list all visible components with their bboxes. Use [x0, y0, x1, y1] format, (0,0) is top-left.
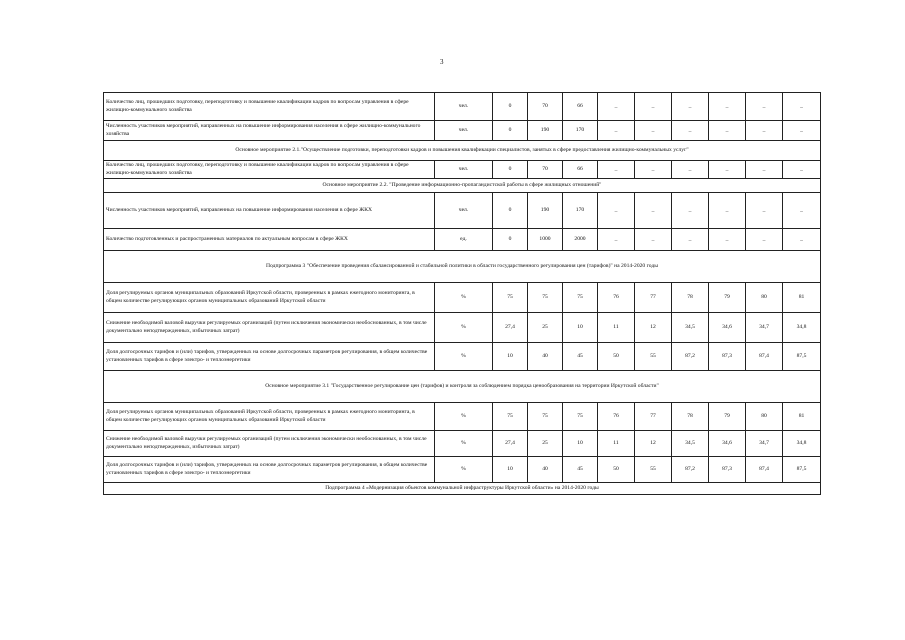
- value-cell: _: [635, 93, 672, 121]
- indicators-table: [103, 92, 821, 495]
- value-cell: 34,7: [746, 431, 783, 457]
- value-cell: 79: [709, 283, 746, 313]
- table-row: [104, 193, 821, 229]
- value-cell: _: [783, 93, 821, 121]
- value-cell: 0: [493, 193, 528, 229]
- value-cell: 10: [563, 431, 598, 457]
- section-header: Основное мероприятие 2.2. "Проведение информационно-пропагандистской работы в сфере жилищных отношений": [104, 179, 821, 193]
- value-cell: 34,8: [783, 313, 821, 343]
- value-cell: _: [635, 193, 672, 229]
- value-cell: _: [783, 229, 821, 251]
- value-cell: _: [598, 161, 635, 179]
- value-cell: 87,5: [783, 343, 821, 371]
- value-cell: 78: [672, 283, 709, 313]
- value-cell: 40: [528, 457, 563, 483]
- value-cell: 78: [672, 403, 709, 431]
- table-row: [104, 403, 821, 431]
- value-cell: _: [672, 93, 709, 121]
- value-cell: _: [672, 229, 709, 251]
- value-cell: _: [598, 193, 635, 229]
- section-header: Подпрограмма 4 «Модернизация объектов коммунальной инфраструктуры Иркутской области» на 2014-2020 годы: [104, 483, 821, 495]
- value-cell: 27,4: [493, 313, 528, 343]
- value-cell: 34,6: [709, 313, 746, 343]
- value-cell: _: [746, 229, 783, 251]
- value-cell: 190: [528, 193, 563, 229]
- value-cell: _: [709, 121, 746, 141]
- value-cell: 77: [635, 283, 672, 313]
- unit-cell: чел.: [435, 161, 493, 179]
- section-header-row: [104, 179, 821, 193]
- value-cell: _: [598, 121, 635, 141]
- value-cell: 76: [598, 283, 635, 313]
- value-cell: 76: [598, 403, 635, 431]
- indicator-name: Численность участников мероприятий, направленных на повышение информирования населения в сфере ЖКХ: [104, 193, 435, 229]
- value-cell: 80: [746, 283, 783, 313]
- value-cell: 34,5: [672, 431, 709, 457]
- table-row: [104, 161, 821, 179]
- unit-cell: %: [435, 403, 493, 431]
- value-cell: _: [672, 161, 709, 179]
- value-cell: 11: [598, 431, 635, 457]
- value-cell: 75: [493, 403, 528, 431]
- value-cell: 87,2: [672, 343, 709, 371]
- value-cell: 34,6: [709, 431, 746, 457]
- value-cell: 40: [528, 343, 563, 371]
- value-cell: 87,4: [746, 457, 783, 483]
- unit-cell: %: [435, 457, 493, 483]
- value-cell: _: [783, 121, 821, 141]
- unit-cell: ед.: [435, 229, 493, 251]
- indicator-name: Доля регулируемых органов муниципальных образований Иркутской области, проверенных в рамках ежегодного мониторинга, в общем количестве регулирующих органов муниципальных образований Иркутской области: [104, 403, 435, 431]
- value-cell: 66: [563, 161, 598, 179]
- value-cell: 34,7: [746, 313, 783, 343]
- value-cell: _: [783, 193, 821, 229]
- section-header-row: [104, 141, 821, 161]
- value-cell: _: [635, 161, 672, 179]
- value-cell: 10: [493, 343, 528, 371]
- value-cell: 34,8: [783, 431, 821, 457]
- unit-cell: чел.: [435, 93, 493, 121]
- table-row: [104, 313, 821, 343]
- value-cell: 75: [563, 403, 598, 431]
- indicator-name: Количество лиц, прошедших подготовку, переподготовку и повышение квалификации кадров по вопросам управления в сфере жилищно-коммунального хозяйства: [104, 161, 435, 179]
- table-row: [104, 457, 821, 483]
- value-cell: 75: [563, 283, 598, 313]
- section-header-row: [104, 483, 821, 495]
- value-cell: _: [746, 121, 783, 141]
- indicator-name: Количество подготовленных и распространенных материалов по актуальным вопросам в сфере ЖКХ: [104, 229, 435, 251]
- value-cell: _: [746, 193, 783, 229]
- value-cell: 75: [493, 283, 528, 313]
- value-cell: _: [598, 93, 635, 121]
- value-cell: _: [672, 121, 709, 141]
- value-cell: 70: [528, 93, 563, 121]
- indicator-name: Доля долгосрочных тарифов и (или) тарифов, утвержденных на основе долгосрочных параметров регулирования, в общем количестве установленных тарифов в сфере электро- и теплоэнергетики: [104, 343, 435, 371]
- value-cell: 25: [528, 431, 563, 457]
- table-row: [104, 431, 821, 457]
- value-cell: 0: [493, 229, 528, 251]
- value-cell: 87,2: [672, 457, 709, 483]
- indicator-name: Доля регулируемых органов муниципальных образований Иркутской области, проверенных в рамках ежегодного мониторинга, в общем количестве регулирующих органов муниципальных образований Иркутской области: [104, 283, 435, 313]
- unit-cell: чел.: [435, 193, 493, 229]
- value-cell: 87,3: [709, 343, 746, 371]
- value-cell: 1000: [528, 229, 563, 251]
- indicator-name: Доля долгосрочных тарифов и (или) тарифов, утвержденных на основе долгосрочных параметров регулирования, в общем количестве установленных тарифов в сфере электро- и теплоэнергетики: [104, 457, 435, 483]
- value-cell: 12: [635, 313, 672, 343]
- indicator-name: Количество лиц, прошедших подготовку, переподготовку и повышение квалификации кадров по вопросам управления в сфере жилищно-коммунального хозяйства: [104, 93, 435, 121]
- value-cell: 55: [635, 457, 672, 483]
- value-cell: 0: [493, 121, 528, 141]
- value-cell: 77: [635, 403, 672, 431]
- value-cell: 2000: [563, 229, 598, 251]
- table-row: [104, 343, 821, 371]
- value-cell: _: [783, 161, 821, 179]
- value-cell: 0: [493, 93, 528, 121]
- value-cell: 190: [528, 121, 563, 141]
- value-cell: 87,3: [709, 457, 746, 483]
- section-header: Подпрограмма 3 "Обеспечение проведения сбалансированной и стабильной политики в области государственного регулирования цен (тарифов)" на 2014-2020 годы: [104, 251, 821, 283]
- value-cell: _: [709, 161, 746, 179]
- value-cell: 75: [528, 283, 563, 313]
- unit-cell: %: [435, 283, 493, 313]
- value-cell: 50: [598, 343, 635, 371]
- section-header-row: [104, 251, 821, 283]
- value-cell: 45: [563, 457, 598, 483]
- table-row: [104, 229, 821, 251]
- value-cell: 80: [746, 403, 783, 431]
- value-cell: _: [635, 121, 672, 141]
- value-cell: 75: [528, 403, 563, 431]
- value-cell: 79: [709, 403, 746, 431]
- value-cell: _: [709, 229, 746, 251]
- value-cell: 10: [563, 313, 598, 343]
- value-cell: 87,4: [746, 343, 783, 371]
- unit-cell: %: [435, 431, 493, 457]
- section-header-row: [104, 371, 821, 403]
- indicator-name: Снижение необходимой валовой выручки регулируемых организаций (путем исключения экономически необоснованных, в том числе документально неподтвержденных, избыточных затрат): [104, 313, 435, 343]
- value-cell: 55: [635, 343, 672, 371]
- value-cell: 25: [528, 313, 563, 343]
- page-number: 3: [440, 58, 444, 66]
- value-cell: 70: [528, 161, 563, 179]
- value-cell: 45: [563, 343, 598, 371]
- value-cell: 34,5: [672, 313, 709, 343]
- section-header: Основное мероприятие 2.1."Осуществление подготовки, переподготовки кадров и повышения квалификации специалистов, занятых в сфере предоставления жилищно-коммунальных услуг": [104, 141, 821, 161]
- value-cell: 10: [493, 457, 528, 483]
- value-cell: 170: [563, 121, 598, 141]
- value-cell: 81: [783, 403, 821, 431]
- value-cell: 27,4: [493, 431, 528, 457]
- value-cell: 0: [493, 161, 528, 179]
- table-row: [104, 121, 821, 141]
- value-cell: _: [672, 193, 709, 229]
- indicator-name: Численность участников мероприятий, направленных на повышение информирования населения в сфере жилищно-коммунального хозяйства: [104, 121, 435, 141]
- value-cell: 66: [563, 93, 598, 121]
- value-cell: _: [746, 161, 783, 179]
- indicator-name: Снижение необходимой валовой выручки регулируемых организаций (путем исключения экономически необоснованных, в том числе документально неподтвержденных, избыточных затрат): [104, 431, 435, 457]
- value-cell: 12: [635, 431, 672, 457]
- value-cell: 81: [783, 283, 821, 313]
- unit-cell: %: [435, 313, 493, 343]
- value-cell: _: [635, 229, 672, 251]
- table-row: [104, 93, 821, 121]
- table-row: [104, 283, 821, 313]
- value-cell: 87,5: [783, 457, 821, 483]
- value-cell: 11: [598, 313, 635, 343]
- section-header: Основное мероприятие 3.1 "Государственное регулирование цен (тарифов) и контроля за соблюдением порядка ценообразования на территории Иркутской области": [104, 371, 821, 403]
- value-cell: _: [709, 93, 746, 121]
- value-cell: 170: [563, 193, 598, 229]
- value-cell: 50: [598, 457, 635, 483]
- unit-cell: %: [435, 343, 493, 371]
- unit-cell: чел.: [435, 121, 493, 141]
- value-cell: _: [598, 229, 635, 251]
- value-cell: _: [746, 93, 783, 121]
- value-cell: _: [709, 193, 746, 229]
